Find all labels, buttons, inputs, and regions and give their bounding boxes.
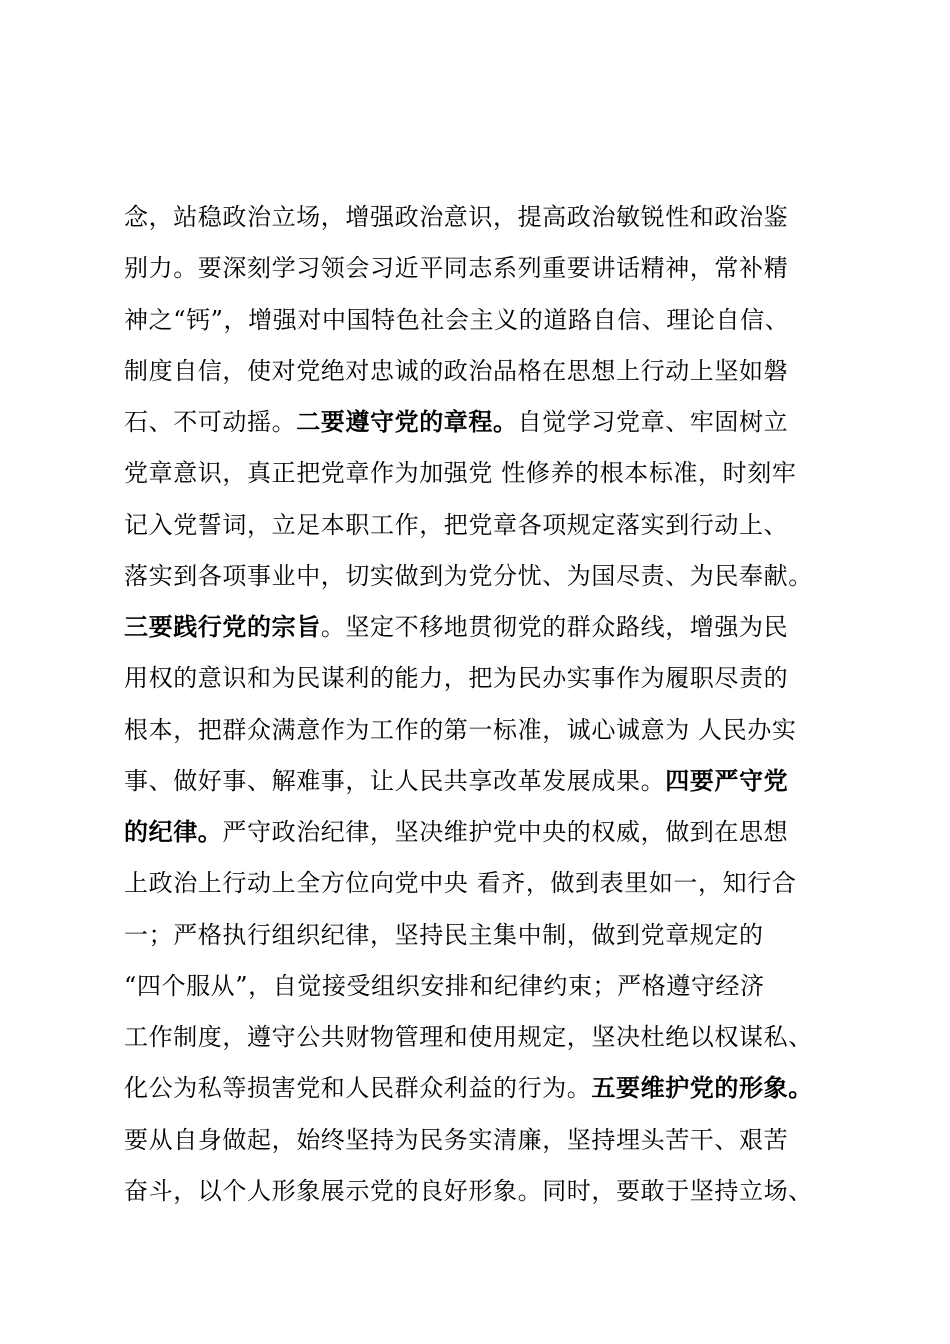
body-text-segment: 要从自身做起，始终坚持为民务实清廉，坚持埋头苦干、艰苦 xyxy=(124,1125,789,1154)
text-line xyxy=(124,1012,829,1063)
body-text-segment: 石、不可动摇。 xyxy=(124,408,297,436)
body-text-segment: 根本，把群众满意作为工作的第一标准，诚心诚意为 人民办实 xyxy=(124,715,797,744)
text-line xyxy=(124,858,829,909)
text-line xyxy=(124,397,829,448)
text-line xyxy=(124,346,829,397)
body-text-segment: 记入党誓词，立足本职工作，把党章各项规定落实到行动上、 xyxy=(124,510,789,539)
bold-heading-text: 二要遵守党的章程。 xyxy=(296,408,518,436)
text-line xyxy=(124,807,829,858)
body-text-segment: 落实到各项事业中，切实做到为党分忧、为国尽责、为民奉献。 xyxy=(124,561,813,590)
text-line xyxy=(124,295,829,346)
body-text-segment: 化公为私等损害党和人民群众利益的行为。 xyxy=(124,1074,592,1103)
body-text-segment: 念，站稳政治立场，增强政治意识，提高政治敏锐性和政治鉴 xyxy=(124,203,789,231)
text-line xyxy=(124,653,829,704)
body-text-segment: 制度自信，使对党绝对忠诚的政治品格在思想上行动上坚如磐 xyxy=(124,356,789,385)
body-text-segment: 别力。要深刻学习领会习近平同志系列重要讲话精神，常补精 xyxy=(124,254,789,283)
body-text-segment: 自觉学习党章、牢固树立 xyxy=(517,408,789,436)
body-text-segment: 上政治上行动上全方位向党中央 看齐，做到表里如一，知行合 xyxy=(124,869,797,898)
bold-heading-text: 四要严守党 xyxy=(665,766,789,795)
text-line xyxy=(124,448,829,499)
text-line xyxy=(124,910,829,961)
text-line xyxy=(124,1115,829,1166)
bold-heading-text: 的纪律。 xyxy=(124,818,223,846)
text-line xyxy=(124,192,829,243)
body-text-segment: 。坚定不移地贯彻党的群众路线，增强为民 xyxy=(320,613,789,641)
text-line xyxy=(124,551,829,602)
body-text xyxy=(124,192,829,1217)
text-line xyxy=(124,602,829,653)
text-line xyxy=(124,705,829,756)
text-line xyxy=(124,961,829,1012)
text-line xyxy=(124,1063,829,1114)
text-line xyxy=(124,1166,829,1217)
bold-heading-text: 三要践行党的宗旨 xyxy=(124,613,321,641)
text-line xyxy=(124,756,829,807)
text-line xyxy=(124,243,829,294)
body-text-segment: 一；严格执行组织纪律，坚持民主集中制，做到党章规定的 xyxy=(124,920,764,949)
body-text-segment: 用权的意识和为民谋利的能力，把为民办实事作为履职尽责的 xyxy=(124,664,789,693)
body-text-segment: 严守政治纪律，坚决维护党中央的权威，做到在思想 xyxy=(222,818,789,846)
body-text-segment: 党章意识，真正把党章作为加强党 性修养的根本标准，时刻牢 xyxy=(124,459,797,488)
body-text-segment: 神之“钙”，增强对中国特色社会主义的道路自信、理论自信、 xyxy=(124,305,790,334)
body-text-segment: “四个服从”，自觉接受组织安排和纪律约束；严格遵守经济 xyxy=(124,971,765,1000)
bold-heading-text: 五要维护党的形象。 xyxy=(591,1074,813,1103)
body-text-segment: 工作制度，遵守公共财物管理和使用规定，坚决杜绝以权谋私、 xyxy=(124,1023,813,1051)
text-line xyxy=(124,500,829,551)
body-text-segment: 事、做好事、解难事，让人民共享改革发展成果。 xyxy=(124,766,666,795)
body-text-segment: 奋斗，以个人形象展示党的良好形象。同时，要敢于坚持立场、 xyxy=(124,1176,813,1205)
